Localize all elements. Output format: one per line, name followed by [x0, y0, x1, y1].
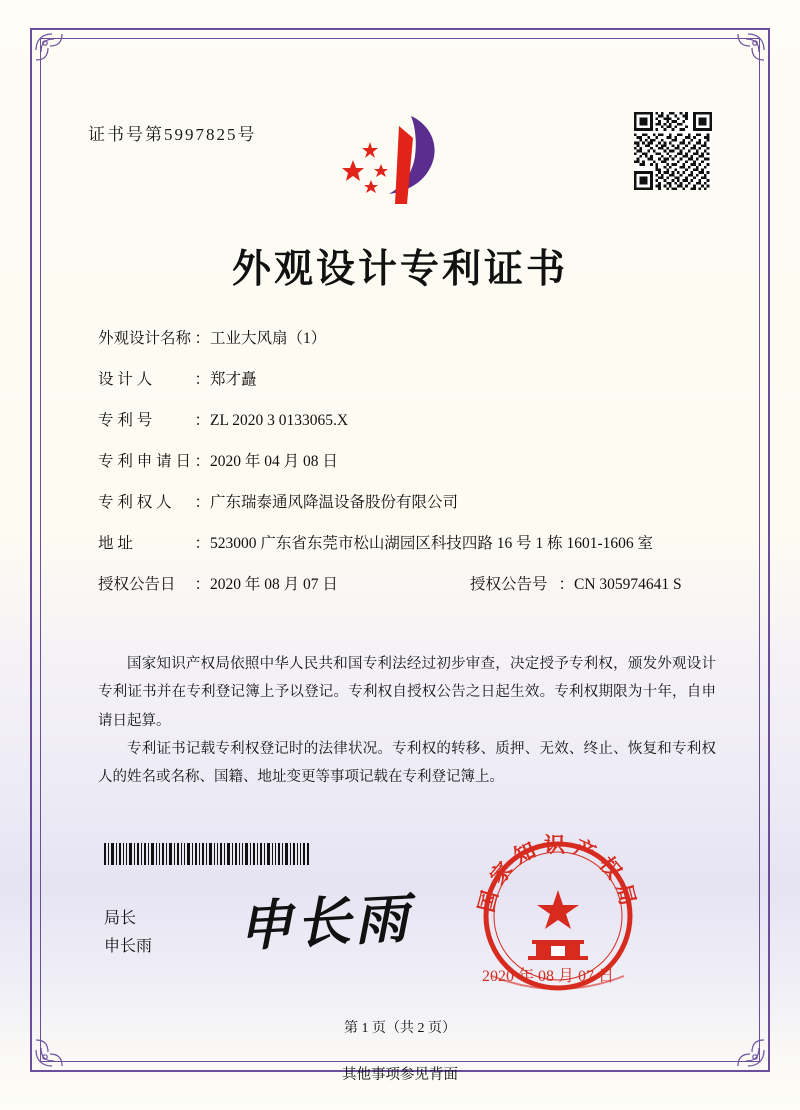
field-application-date: 专 利 申 请 日 ： 2020 年 04 月 08 日 [98, 451, 720, 473]
paragraph-1: 国家知识产权局依照中华人民共和国专利法经过初步审查，决定授予专利权，颁发外观设计专利证书并在专利登记簿上予以登记。专利权自授权公告之日起生效。专利权期限为十年，自申请日起算。 [98, 656, 716, 729]
corner-ornament-top-right [716, 30, 768, 82]
field-value-secondary: CN 305974641 S [574, 575, 682, 593]
field-patentee: 专 利 权 人 ： 广东瑞泰通风降温设备股份有限公司 [98, 492, 720, 514]
field-label: 专 利 权 人 [98, 493, 172, 511]
field-label: 外观设计名称 [98, 330, 192, 347]
field-value: 广东瑞泰通风降温设备股份有限公司 [210, 493, 459, 511]
cnipa-logo-icon [333, 108, 453, 213]
field-patent-number: 专 利 号 ： ZL 2020 3 0133065.X [98, 410, 720, 432]
field-value: 郑才矗 [210, 370, 257, 388]
signature-block [104, 905, 152, 961]
field-label: 授权公告日 [98, 575, 176, 593]
signature-title: 局长 [104, 910, 137, 927]
field-value: 2020 年 04 月 08 日 [210, 452, 338, 470]
field-design-name: 外观设计名称 ： 工业大风扇（1） [98, 328, 720, 350]
field-label: 专 利 申 请 日 [98, 452, 192, 470]
field-list [98, 328, 720, 615]
field-label: 设 计 人 [98, 370, 153, 388]
seal-date: 2020 年 08 月 07 日 [482, 968, 615, 985]
field-grant-announcement: 授权公告日 ： 2020 年 08 月 07 日 授权公告号 ： CN 305974641 S [98, 574, 720, 596]
field-value: 523000 广东省东莞市松山湖园区科技四路 16 号 1 栋 1601-1606 室 [210, 534, 654, 552]
signature-name: 申长雨 [104, 938, 153, 955]
field-label-secondary: 授权公告号 [470, 575, 548, 593]
qr-code-icon [634, 112, 712, 190]
handwritten-signature: 申长雨 [236, 888, 414, 958]
field-value: 工业大风扇（1） [210, 330, 327, 347]
field-value: 2020 年 08 月 07 日 [210, 575, 338, 593]
page-title: 外观设计专利证书 [231, 248, 568, 291]
footnote: 其他事项参见背面 [342, 1067, 458, 1083]
field-designer: 设 计 人 ： 郑才矗 [98, 369, 720, 391]
corner-ornament-top-left [32, 30, 84, 82]
certificate-number: 证书号第5997825号 [88, 125, 257, 144]
legal-text [98, 650, 716, 791]
page-number: 第 1 页（共 2 页） [344, 1021, 456, 1036]
barcode-icon [104, 843, 309, 865]
field-address: 地 址 ： 523000 广东省东莞市松山湖园区科技四路 16 号 1 栋 1601-1606 室 [98, 533, 720, 555]
paragraph-2: 专利证书记载专利权登记时的法律状况。专利权的转移、质押、无效、终止、恢复和专利权人的姓名或名称、国籍、地址变更等事项记载在专利登记簿上。 [98, 740, 716, 786]
field-label: 地 址 [98, 534, 133, 552]
field-label: 专 利 号 [98, 411, 153, 429]
field-value: ZL 2020 3 0133065.X [210, 411, 349, 429]
svg-text:国家知识产权局: 国家知识产权局 [474, 833, 642, 915]
